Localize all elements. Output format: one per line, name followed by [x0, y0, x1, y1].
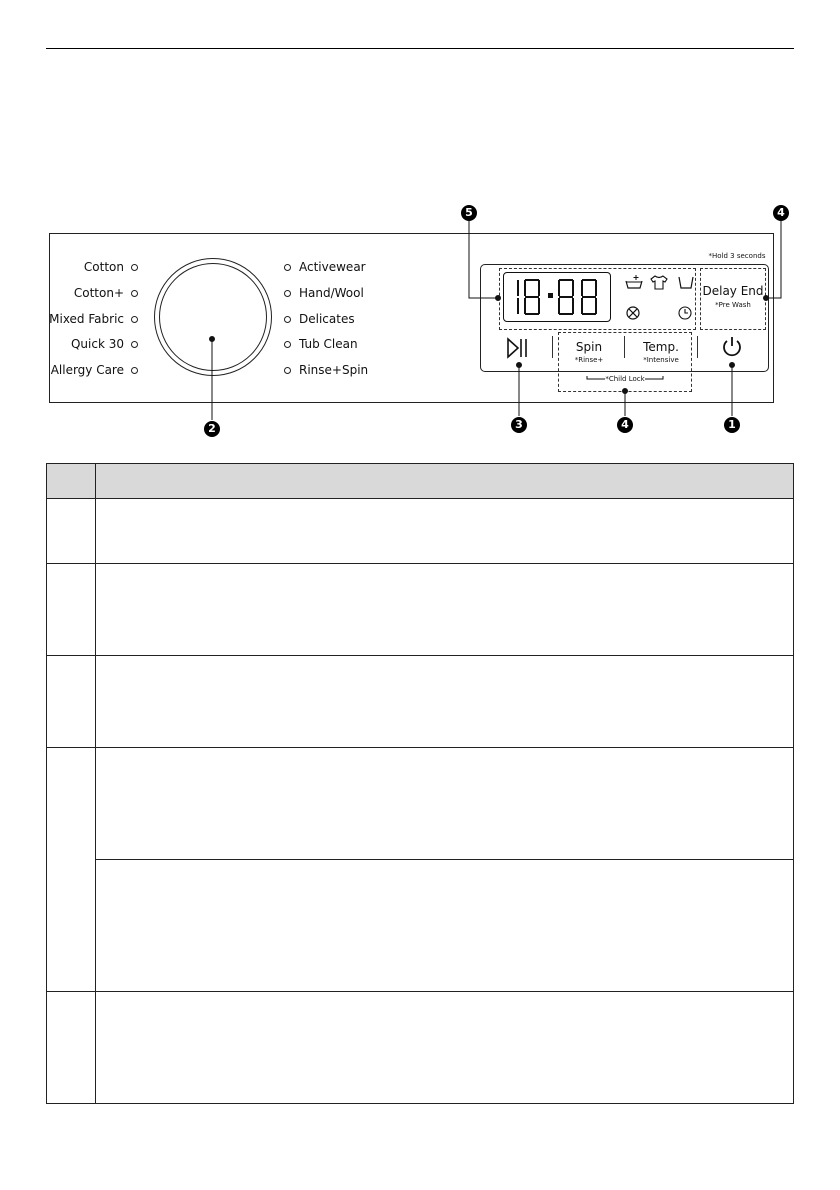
pre-wash-label: *Pre Wash	[715, 301, 751, 309]
table-row-divider	[46, 747, 794, 748]
callout-4-top-badge: 4	[773, 205, 789, 221]
table-header-row	[46, 463, 794, 499]
program-rinse-spin: Rinse+Spin	[299, 363, 369, 377]
callout-1-badge: 1	[724, 417, 740, 433]
table-row-divider	[46, 655, 794, 656]
description-table	[46, 463, 794, 1104]
callout-lines	[0, 0, 840, 440]
spin-button: Spin	[575, 340, 603, 354]
program-allergy-care: Allergy Care	[50, 363, 124, 377]
rinse-plus-label: *Rinse+	[574, 356, 604, 364]
table-row-divider	[46, 563, 794, 564]
program-tub-clean: Tub Clean	[299, 337, 358, 351]
delay-end-button: Delay End	[702, 284, 764, 298]
program-cotton: Cotton	[83, 260, 124, 274]
callout-4-bottom-badge: 4	[617, 417, 633, 433]
intensive-label: *Intensive	[643, 356, 679, 364]
program-mixed-fabric: Mixed Fabric	[49, 312, 124, 326]
callout-3-badge: 3	[511, 417, 527, 433]
program-quick-30: Quick 30	[70, 337, 124, 351]
program-hand-wool: Hand/Wool	[299, 286, 364, 300]
callout-5-badge: 5	[461, 205, 477, 221]
program-cotton-plus: Cotton+	[73, 286, 124, 300]
temp-button: Temp.	[643, 340, 679, 354]
program-activewear: Activewear	[299, 260, 366, 274]
table-row-divider	[95, 859, 794, 860]
hold-note: *Hold 3 seconds	[708, 252, 766, 260]
table-column-divider	[95, 463, 96, 1104]
callout-2-badge: 2	[204, 421, 220, 437]
table-row-divider	[46, 991, 794, 992]
program-delicates: Delicates	[299, 312, 355, 326]
child-lock-label: *Child Lock	[605, 375, 645, 383]
